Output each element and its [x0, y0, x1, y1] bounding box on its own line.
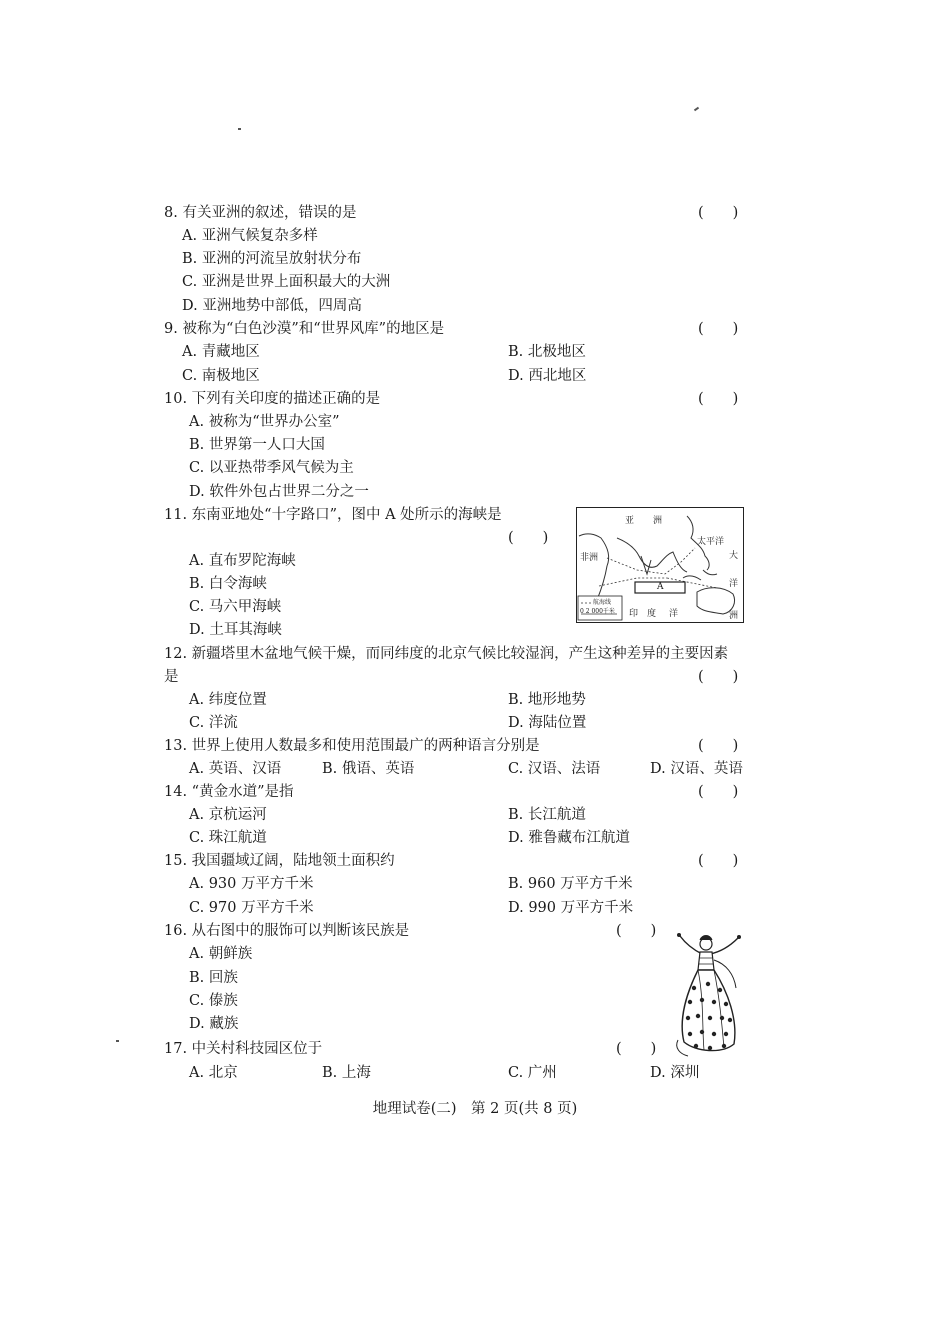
q13-answer-bracket: ( )	[698, 738, 739, 754]
q8-option-d: D. 亚洲地势中部低，四周高	[182, 298, 362, 314]
map-label-indian-2: 度	[647, 609, 657, 619]
q16-stem: 16. 从右图中的服饰可以判断该民族是	[164, 923, 410, 939]
map-label-ocean: 洋	[729, 579, 739, 589]
q16-option-b: B. 回族	[189, 970, 238, 986]
q17-answer-bracket: ( )	[616, 1041, 657, 1057]
q16-option-d: D. 藏族	[189, 1016, 239, 1032]
map-label-asia-1: 亚	[625, 516, 635, 526]
q10-option-d: D. 软件外包占世界二分之一	[189, 484, 369, 500]
q16-option-a: A. 朝鲜族	[189, 946, 253, 962]
q13-stem: 13. 世界上使用人数最多和使用范围最广的两种语言分别是	[164, 738, 540, 754]
q9-answer-bracket: ( )	[698, 321, 739, 337]
q12-option-d: D. 海陆位置	[508, 715, 587, 731]
map-label-africa: 非洲	[580, 553, 599, 563]
q15-answer-bracket: ( )	[698, 853, 739, 869]
q12-stem: 12. 新疆塔里木盆地气候干燥，而同纬度的北京气候比较湿润，产生这种差异的主要因素	[164, 646, 729, 662]
q10-option-c: C. 以亚热带季风气候为主	[189, 460, 354, 476]
q13-option-c: C. 汉语、法语	[508, 761, 601, 777]
q17-stem: 17. 中关村科技园区位于	[164, 1041, 323, 1057]
q9-option-d: D. 西北地区	[508, 368, 587, 384]
map-label-indian-3: 洋	[669, 609, 679, 619]
q8-option-b: B. 亚洲的河流呈放射状分布	[182, 251, 362, 267]
q17-option-b: B. 上海	[322, 1065, 371, 1081]
map-label-indian-1: 印	[629, 609, 639, 619]
q13-option-b: B. 俄语、英语	[322, 761, 415, 777]
q8-option-c: C. 亚洲是世界上面积最大的大洲	[182, 274, 391, 290]
q11-answer-bracket: ( )	[508, 530, 549, 546]
q14-stem: 14. “黄金水道”是指	[164, 784, 294, 800]
scan-speck	[238, 128, 241, 130]
q16-answer-bracket: ( )	[616, 923, 657, 939]
q17-option-a: A. 北京	[189, 1065, 238, 1081]
q13-option-a: A. 英语、汉语	[189, 761, 282, 777]
page-footer: 地理试卷(二) 第 2 页(共 8 页)	[372, 1101, 578, 1117]
scan-speck	[116, 1040, 119, 1042]
q9-option-c: C. 南极地区	[182, 368, 260, 384]
q12-option-c: C. 洋流	[189, 715, 238, 731]
q9-option-a: A. 青藏地区	[182, 344, 260, 360]
q12-answer-bracket: ( )	[698, 669, 739, 685]
q14-answer-bracket: ( )	[698, 784, 739, 800]
q14-option-d: D. 雅鲁藏布江航道	[508, 830, 630, 846]
q12-stem-continued: 是	[164, 669, 179, 685]
q15-option-b: B. 960 万平方千米	[508, 876, 633, 892]
q8-option-a: A. 亚洲气候复杂多样	[182, 228, 318, 244]
q10-answer-bracket: ( )	[698, 391, 739, 407]
q9-option-b: B. 北极地区	[508, 344, 586, 360]
q13-option-d: D. 汉语、英语	[650, 761, 743, 777]
q15-option-a: A. 930 万平方千米	[189, 876, 314, 892]
map-label-zhou: 洲	[729, 611, 739, 621]
map-label-pacific: 太平洋	[697, 537, 725, 547]
q8-answer-bracket: ( )	[698, 205, 739, 221]
map-legend-route: 航海线	[593, 599, 612, 606]
scan-speck	[694, 107, 699, 112]
q11-option-b: B. 白令海峡	[189, 576, 267, 592]
q14-option-c: C. 珠江航道	[189, 830, 267, 846]
q14-option-b: B. 长江航道	[508, 807, 586, 823]
q10-option-b: B. 世界第一人口大国	[189, 437, 325, 453]
q17-option-c: C. 广州	[508, 1065, 557, 1081]
q8-stem: 8. 有关亚洲的叙述，错误的是	[164, 205, 357, 221]
q16-option-c: C. 傣族	[189, 993, 238, 1009]
q11-option-d: D. 土耳其海峡	[189, 622, 282, 638]
q14-option-a: A. 京杭运河	[189, 807, 267, 823]
q15-option-d: D. 990 万平方千米	[508, 900, 634, 916]
q10-stem: 10. 下列有关印度的描述正确的是	[164, 391, 381, 407]
q11-stem: 11. 东南亚地处“十字路口”，图中 A 处所示的海峡是	[164, 507, 502, 523]
q11-option-c: C. 马六甲海峡	[189, 599, 282, 615]
q17-option-d: D. 深圳	[650, 1065, 700, 1081]
southeast-asia-map	[576, 507, 744, 623]
map-label-asia-2: 洲	[653, 516, 663, 526]
q15-stem: 15. 我国疆域辽阔，陆地领土面积约	[164, 853, 395, 869]
q15-option-c: C. 970 万平方千米	[189, 900, 314, 916]
q9-stem: 9. 被称为“白色沙漠”和“世界风库”的地区是	[164, 321, 445, 337]
map-label-a: A	[657, 582, 664, 592]
q12-option-a: A. 纬度位置	[189, 692, 267, 708]
map-label-big: 大	[729, 551, 739, 561]
q11-option-a: A. 直布罗陀海峡	[189, 553, 296, 569]
q12-option-b: B. 地形地势	[508, 692, 586, 708]
dancer-costume-figure	[664, 930, 748, 1062]
map-legend-scale: 0 2 000千米	[580, 608, 615, 615]
q10-option-a: A. 被称为“世界办公室”	[189, 414, 340, 430]
